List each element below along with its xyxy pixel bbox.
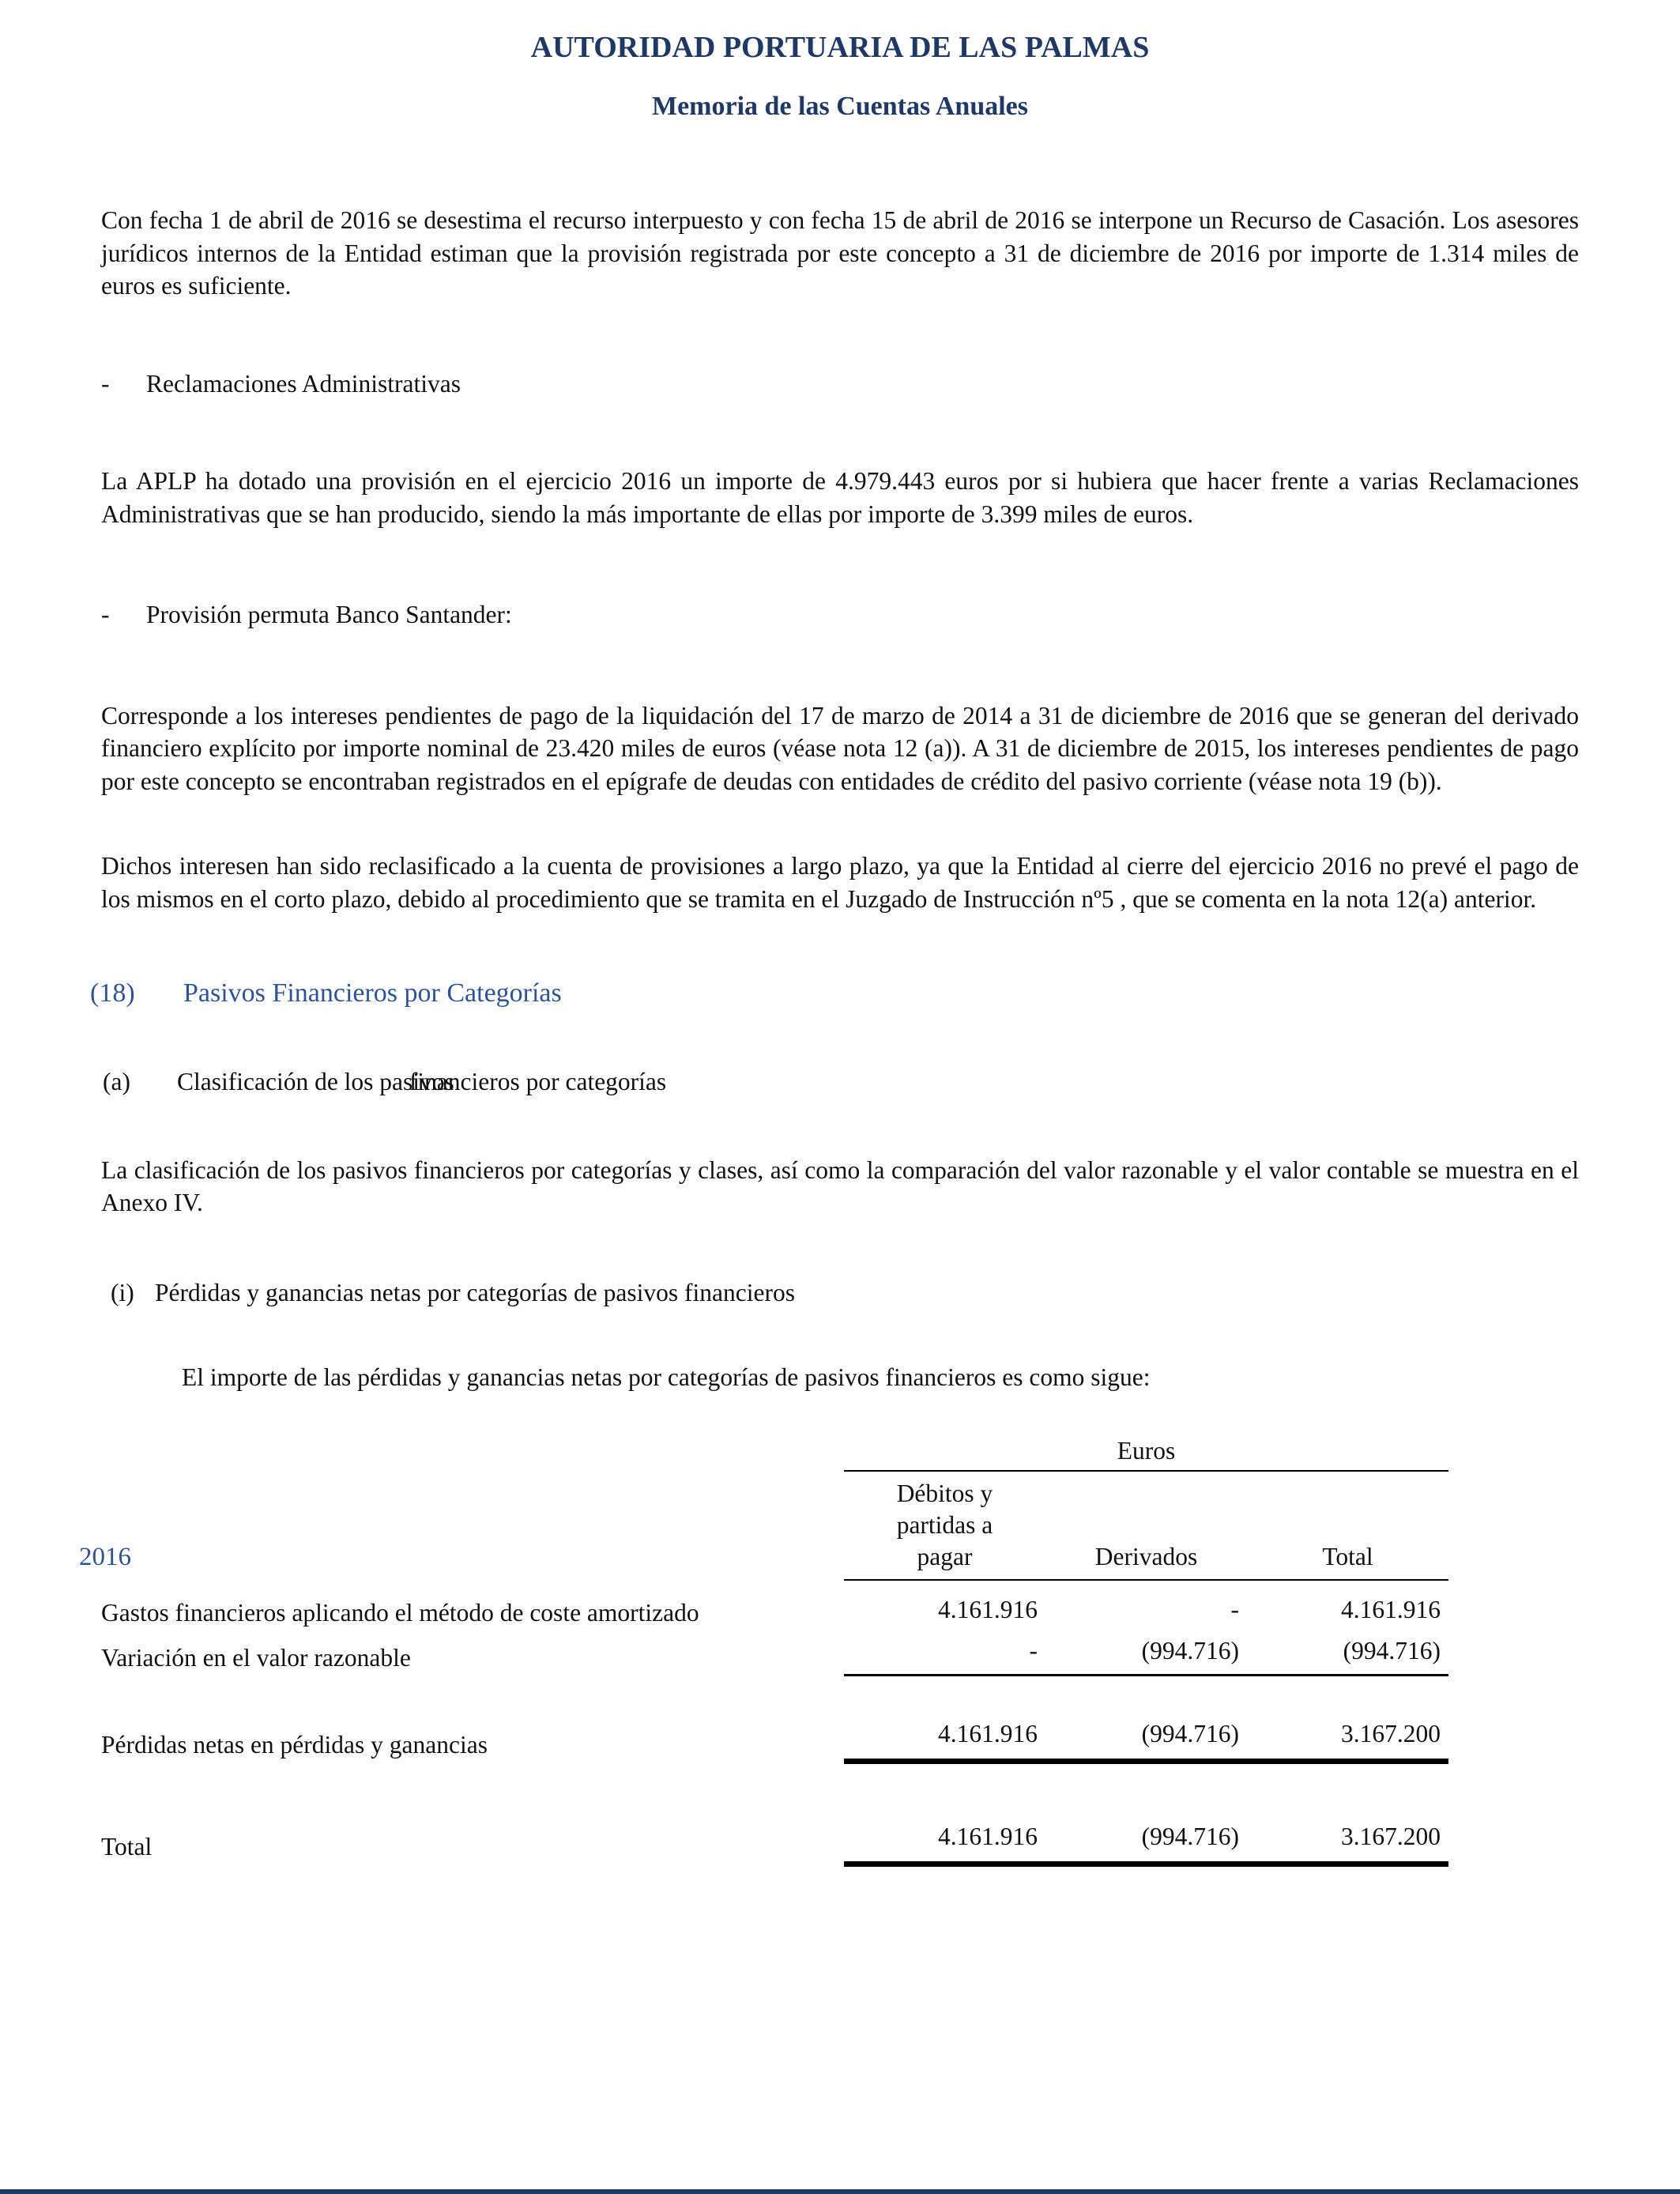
financial-table [79,1436,1448,1867]
table-empty-cell [101,1437,844,1471]
list-item-provision-permuta [101,598,1579,631]
table-year-label: 2016 [79,1542,131,1571]
subsection-a [103,1065,1579,1099]
list-item-reclamaciones-administrativas [101,368,1579,401]
subsection-i-marker: (i) [111,1278,134,1306]
cell-derivados: - [1230,1595,1239,1623]
subsection-i [111,1276,1579,1310]
table-row-variacion-valor-razonable [101,1630,1448,1676]
cell-derivados: (994.716) [1045,1815,1247,1864]
document-subtitle: Memoria de las Cuentas Anuales [652,92,1028,121]
cell-total: 4.161.916 [1341,1595,1441,1623]
subsection-a-title [177,1065,666,1099]
column-header-total: Total [1247,1471,1448,1580]
row-label: Variación en el valor razonable [101,1644,411,1672]
footer-rule [0,2189,1680,2194]
column-header-derivados: Derivados [1045,1471,1247,1580]
subsection-i-title: Pérdidas y ganancias netas por categorías de pasivos financieros [155,1278,795,1306]
column-header-debitos-line2: partidas a [896,1510,993,1539]
cell-derivados: (994.716) [1045,1713,1247,1762]
dash-bullet: - [101,369,110,398]
column-header-debitos [844,1471,1045,1580]
table-row-total [101,1815,1448,1864]
paragraph-importe-intro: El importe de las pérdidas y ganancias netas por categorías de pasivos financieros es como sigue: [182,1363,1151,1391]
paragraph-clasificacion-anexo: La clasificación de los pasivos financieros por categorías y clases, así como la comparación del valor razonable y el valor contable se muestra en el Anexo IV. [101,1155,1579,1216]
column-header-debitos-line3: pagar [917,1542,973,1570]
paragraph-aplp-provision: La APLP ha dotado una provisión en el ejercicio 2016 un importe de 4.979.443 euros por si hubiera que hacer frente a varias Reclamaciones Administrativas que se han producido, siendo la más importante de ellas por importe de 3.399 miles de euros. [101,467,1579,528]
column-header-debitos-line1: Débitos y [896,1479,993,1507]
cell-debitos: 4.161.916 [844,1815,1045,1864]
cell-debitos: - [844,1630,1045,1676]
table-row-gastos-financieros [101,1580,1448,1630]
dash-bullet: - [101,601,110,628]
row-label: Total [101,1833,153,1860]
cell-total: 3.167.200 [1247,1713,1448,1762]
table-spacer [101,1762,1448,1815]
section-number: (18) [90,978,135,1008]
section-heading-18 [90,978,1579,1008]
table-column-header-row [101,1471,1448,1580]
list-item-text: Reclamaciones Administrativas [146,369,461,398]
paragraph-intereses-liquidacion: Corresponde a los intereses pendientes de pago de la liquidación del 17 de marzo de 2014 a 31 de diciembre de 2016 que se generan del derivado financiero explícito por importe nominal de 23.420 miles de euros (véase nota 12 (a)). A 31 de diciembre de 2015, los intereses pendientes de pago por este concepto se encontraban registrados en el epígrafe de deudas con entidades de crédito del pasivo corriente (véase nota 19 (b)). [101,701,1579,795]
row-label: Gastos financieros aplicando el método de coste amortizado [101,1598,699,1627]
paragraph-reclasificacion-provisiones: Dichos interesen han sido reclasificado a la cuenta de provisiones a largo plazo, ya que la Entidad al cierre del ejercicio 2016 no prevé el pago de los mismos en el corto plazo, debido al procedimiento que se tramita en el Juzgado de Instrucción nº5 , que se comenta en la nota 12(a) anterior. [101,852,1579,913]
cell-total: 3.167.200 [1247,1815,1448,1864]
list-item-text: Provisión permuta Banco Santander: [146,601,512,628]
table-group-header: Euros [844,1437,1448,1471]
table-group-header-row [101,1437,1448,1471]
document-title: AUTORIDAD PORTUARIA DE LAS PALMAS [530,31,1150,64]
cell-debitos: 4.161.916 [844,1713,1045,1762]
subsection-a-marker: (a) [103,1068,130,1095]
subsection-a-title-part1: Clasificación de los pasivos [177,1068,454,1095]
row-label: Pérdidas netas en pérdidas y ganancias [101,1730,488,1759]
section-title: Pasivos Financieros por Categorías [183,978,562,1008]
cell-debitos: 4.161.916 [938,1595,1038,1623]
paragraph-recurso-casacion: Con fecha 1 de abril de 2016 se desestima el recurso interpuesto y con fecha 15 de abril de 2016 se interpone un Recurso de Casación. Los asesores jurídicos internos de la Entidad estiman que la provisión registrada por este concepto a 31 de diciembre de 2016 por importe de 1.314 miles de euros es suficiente. [101,206,1579,300]
cell-derivados: (994.716) [1045,1630,1247,1676]
cell-total: (994.716) [1247,1630,1448,1676]
subsection-a-title-part2: financieros por categorías [409,1068,667,1095]
table-spacer [101,1675,1448,1713]
table-row-perdidas-netas [101,1713,1448,1762]
